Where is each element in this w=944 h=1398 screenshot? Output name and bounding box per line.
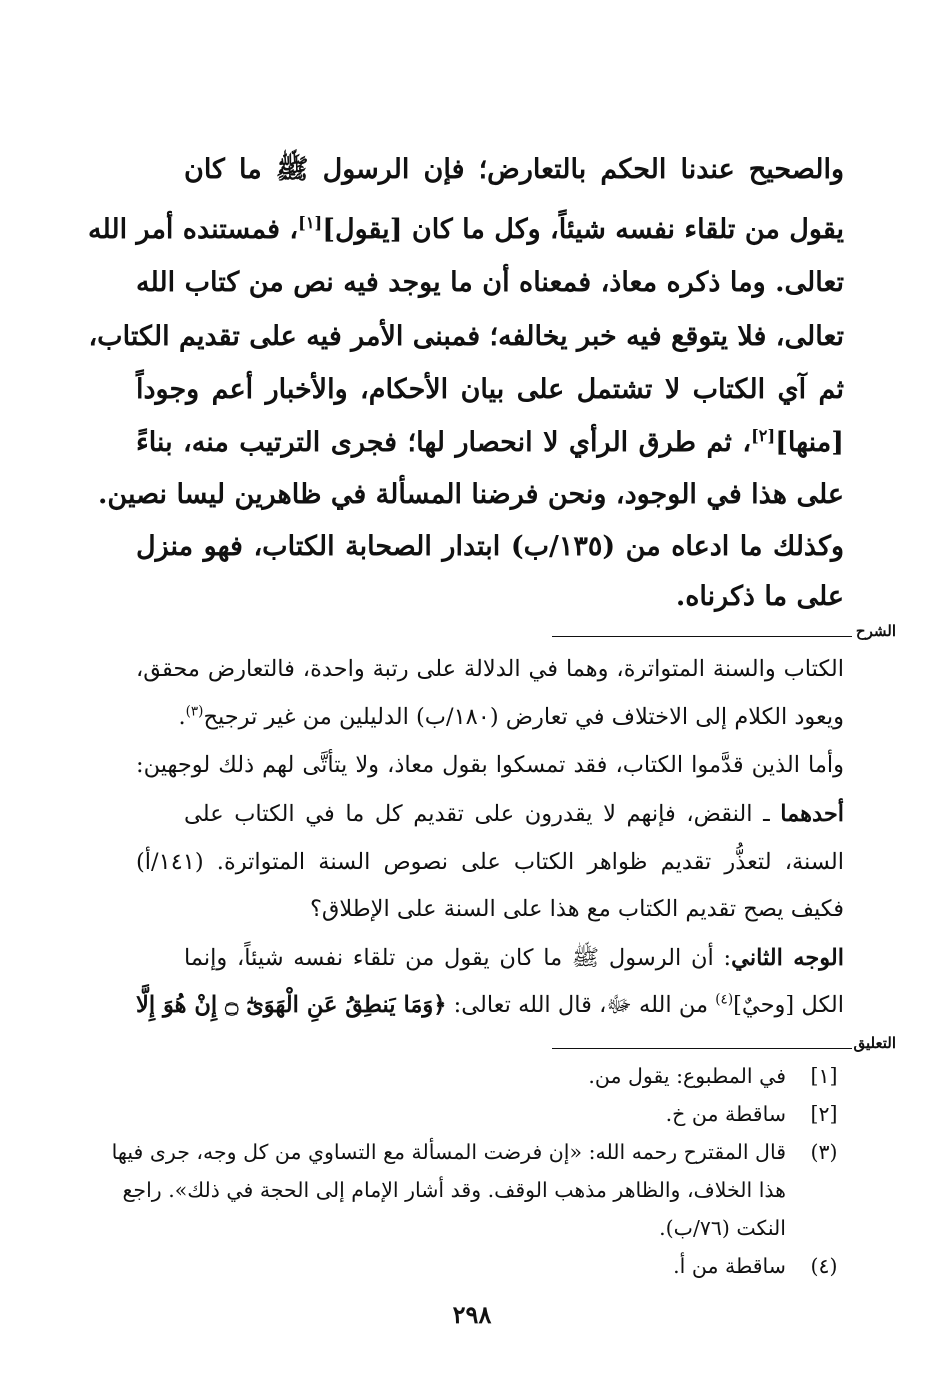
footnote-ref[interactable]: (٤) [715,991,734,1008]
footnote-text: في المطبوع: يقول من. [588,1064,786,1088]
sharh-text-segment: من الله ﷻ، قال الله تعالى: [446,992,716,1018]
matn-line: على هذا في الوجود، ونحن فرضنا المسألة في ظاهرين ليسا نصين. [98,479,844,510]
section-divider [552,1048,852,1049]
sharh-text-segment: الكل [وحيٌ] [733,992,844,1018]
sharh-text-segment: ويعود الكلام إلى الاختلاف في تعارض (١٨٠/ب) الدليلين من غير ترجيح [203,704,844,730]
matn-text-segment: [منها] [775,427,844,458]
ta3liq-section-header [546,1034,896,1058]
footnote-number: (٣) [810,1140,838,1164]
footnote-number: [٢] [810,1102,838,1126]
sharh-line: السنة، لتعذُّر تقديم ظواهر الكتاب على نصوص السنة المتواترة. (١٤١/أ) [136,849,844,875]
matn-line: تعالى، فلا يتوقع فيه خبر يخالفه؛ فمبنى الأمر فيه على تقديم الكتاب، [88,321,844,352]
sharh-section-header [546,622,896,646]
sharh-heading-term: الوجه الثاني [731,945,844,971]
section-divider [552,636,852,637]
matn-line: على ما ذكرناه. [675,581,844,612]
footnote-ref[interactable]: [١] [298,213,323,232]
footnote-number: (٤) [810,1254,838,1278]
sharh-line: فكيف يصح تقديم الكتاب مع هذا على السنة على الإطلاق؟ [309,896,844,922]
matn-line [136,423,844,463]
sharh-line [184,941,844,975]
sharh-text-segment: : أن الرسول ﷺ ما كان يقول من تلقاء نفسه شيئاً، وإنما [184,945,732,971]
sharh-label: الشرح [855,622,896,640]
sharh-text-segment: ـ النقض، فإنهم لا يقدرون على تقديم كل ما في الكتاب على [184,801,781,827]
ta3liq-label: التعليق [853,1034,896,1052]
page-number: ٢٩٨ [452,1300,492,1329]
matn-line [88,210,844,250]
sharh-heading-term: أحدهما [780,801,844,827]
sharh-line: الكتاب والسنة المتواترة، وهما في الدلالة على رتبة واحدة، فالتعارض محقق، [136,656,844,682]
footnote-text: هذا الخلاف، والظاهر مذهب الوقف. وقد أشار الإمام إلى الحجة في ذلك». راجع [122,1178,786,1202]
quran-quote: ﴿وَمَا يَنطِقُ عَنِ الْهَوَىٰٓ ۝ إِنْ هُوَ إِلَّا [136,992,447,1018]
matn-line: والصحيح عندنا الحكم بالتعارض؛ فإن الرسول ﷺ ما كان [184,154,844,185]
footnote-text: ساقطة من خ. [665,1102,786,1126]
sharh-line [136,700,844,734]
sharh-text-segment: . [178,704,186,730]
footnote-text: ساقطة من أ. [673,1254,786,1278]
footnote-number: [١] [810,1064,838,1088]
footnote-ref[interactable]: [٢] [751,426,776,445]
footnote-text: قال المقترح رحمه الله: «إن فرضت المسألة مع التساوي من كل وجه، جرى فيها [111,1140,786,1164]
matn-text-segment: يقول من تلقاء نفسه شيئاً، وكل ما كان [يقول] [322,214,844,245]
matn-text-segment: ، فمستنده أمر الله [88,214,299,245]
matn-text-segment: ، ثم طرق الرأي لا انحصار لها؛ فجرى الترتيب منه، بناءً [136,427,752,458]
matn-line: ثم آي الكتاب لا تشتمل على بيان الأحكام، والأخبار أعم وجوداً [136,374,844,405]
footnote-text: النكت (٧٦/ب). [659,1216,786,1240]
sharh-line: وأما الذين قدَّموا الكتاب، فقد تمسكوا بقول معاذ، ولا يتأتَّى لهم ذلك لوجهين: [136,752,844,778]
matn-line: تعالى. وما ذكره معاذ، فمعناه أن ما يوجد فيه نص من كتاب الله [136,267,844,298]
sharh-line [184,797,844,831]
matn-line: وكذلك ما ادعاه من (١٣٥/ب) ابتدار الصحابة الكتاب، فهو منزل [136,531,844,562]
sharh-line [136,988,844,1022]
footnote-ref[interactable]: (٣) [185,703,204,720]
